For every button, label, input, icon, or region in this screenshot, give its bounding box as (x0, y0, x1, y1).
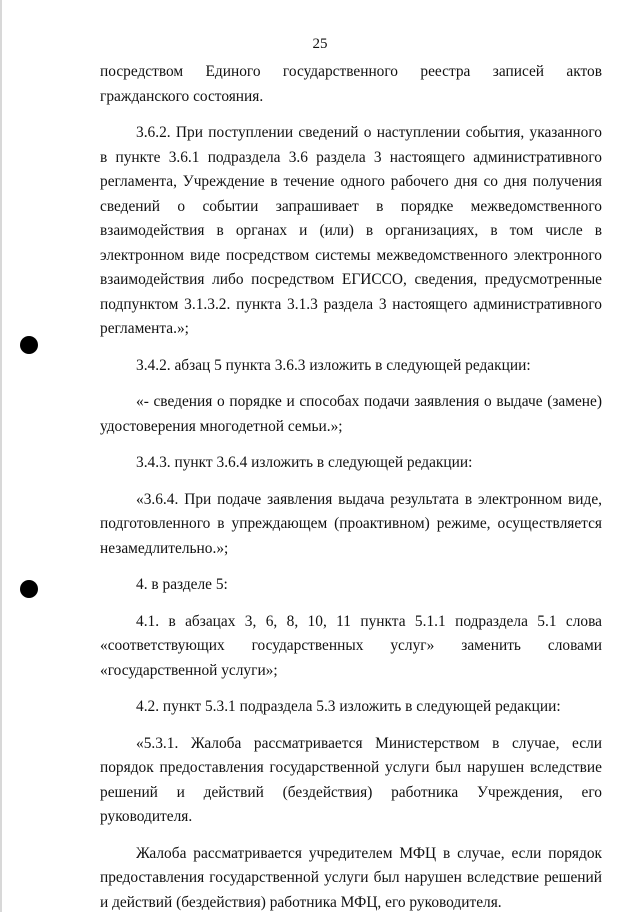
paragraph-6: 4. в разделе 5: (100, 573, 602, 598)
paragraph-3: «- сведения о порядке и способах подачи заявления о выдаче (замене) удостоверения многодетной семьи.»; (100, 390, 602, 439)
paragraph-10: Жалоба рассматривается учредителем МФЦ в случае, если порядок предоставления государственной услуги был нарушен вследствие решений и действий (бездействия) работника МФЦ, его руководителя. (100, 842, 602, 915)
paragraph-5: «3.6.4. При подаче заявления выдача результата в электронном виде, подготовленного в упреждающем (проактивном) режиме, осуществляется незамедлительно.»; (100, 488, 602, 562)
paragraph-2: 3.4.2. абзац 5 пункта 3.6.3 изложить в следующей редакции: (100, 354, 602, 379)
paragraph-1: 3.6.2. При поступлении сведений о наступлении события, указанного в пункте 3.6.1 подраздела 3.6 раздела 3 настоящего административного регламента, Учреждение в течение одного рабочего дня со дня получения сведений о событии запрашивает в порядке межведомственного взаимодействия в органах и (или) в организациях, в том числе в электронном виде посредством системы межведомственного электронного взаимодействия либо посредством ЕГИССО, сведения, предусмотренные подпунктом 3.1.3.2. пункта 3.1.3 раздела 3 настоящего административного регламента.»; (100, 121, 602, 342)
paragraph-0: посредством Единого государственного реестра записей актов гражданского состояния. (100, 60, 602, 109)
document-body (100, 60, 602, 915)
page-number: 25 (0, 36, 640, 53)
punch-hole-mark (20, 580, 38, 598)
paragraph-4: 3.4.3. пункт 3.6.4 изложить в следующей редакции: (100, 451, 602, 476)
page-edge (0, 0, 2, 912)
punch-hole-mark (20, 336, 38, 354)
paragraph-7: 4.1. в абзацах 3, 6, 8, 10, 11 пункта 5.1.1 подраздела 5.1 слова «соответствующих государственных услуг» заменить словами «государственной услуги»; (100, 610, 602, 684)
paragraph-8: 4.2. пункт 5.3.1 подраздела 5.3 изложить в следующей редакции: (100, 695, 602, 720)
paragraph-9: «5.3.1. Жалоба рассматривается Министерством в случае, если порядок предоставления государственной услуги был нарушен вследствие решений и действий (бездействия) работника Учреждения, его руководителя. (100, 732, 602, 830)
